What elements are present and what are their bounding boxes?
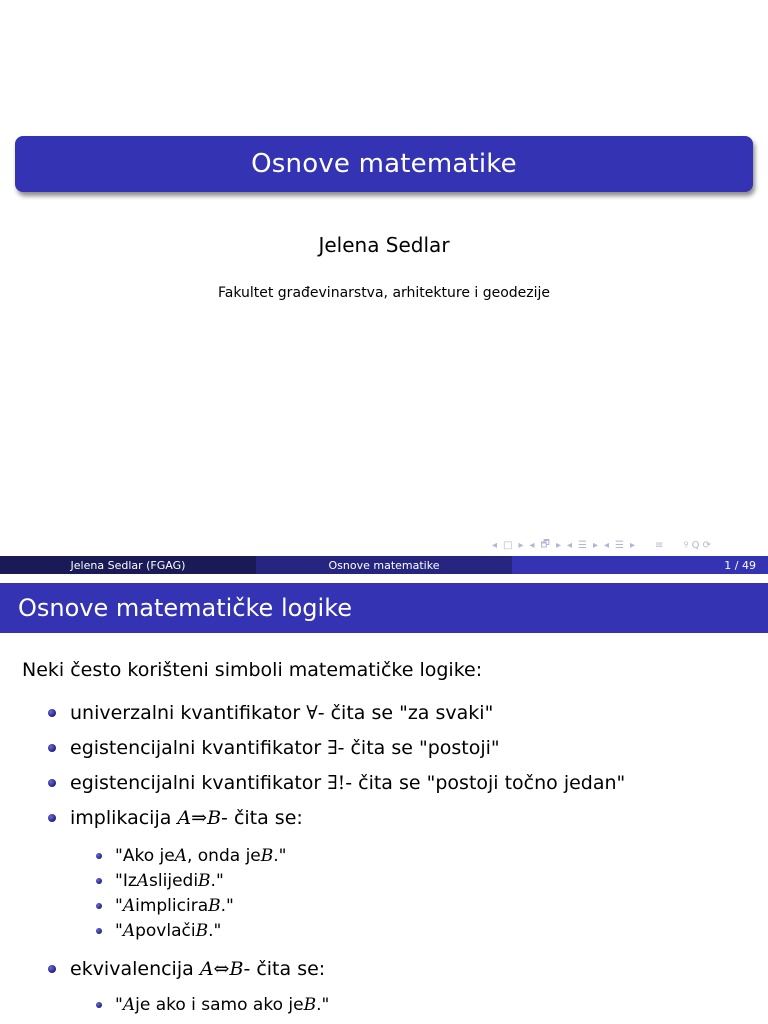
sub-item-text: ." [220,896,234,916]
subsection-prev-icon[interactable]: ◂ [529,539,535,551]
math-variable: B [208,896,221,916]
item-text: - čita se "za svaki" [317,702,494,724]
subsubsection-icon[interactable]: ☰ [615,539,624,551]
item-text: - čita se "postoji" [337,737,500,759]
sub-item-text: , onda je [186,846,261,866]
math-variable: B [303,995,317,1015]
sub-item-text: ." [273,846,287,866]
frame-next-icon[interactable]: ▸ [518,539,524,551]
sub-item-text: slijedi [149,871,199,891]
intro-text: Neki često korišteni simboli matematičke logike: [22,659,483,681]
sub-bullet-icon [96,1002,102,1008]
item-text: egistencijalni kvantifikator [70,737,322,759]
sub-item-text: ." [210,871,224,891]
sub-item-text: " [115,896,123,916]
list-item [48,737,500,759]
document-icon[interactable]: ≡ [655,539,664,551]
bullet-icon [48,779,56,787]
subsubsection-next-icon[interactable]: ▸ [630,539,636,551]
sub-bullet-icon [96,853,102,859]
subsubsection-prev-icon[interactable]: ◂ [604,539,610,551]
section-next-icon[interactable]: ▸ [592,539,598,551]
list-item [48,702,493,724]
math-variable: A [122,995,136,1015]
sub-list-item [96,995,329,1015]
item-text: implikacija [70,807,172,829]
sub-list-item [96,846,286,866]
sub-item-text: " [115,995,123,1015]
item-text: ekvivalencija [70,958,194,980]
exists-unique-symbol: ∃! [327,772,346,794]
sub-bullet-icon [96,928,102,934]
subsection-icon[interactable]: 🗗 [540,538,550,550]
frame-prev-icon[interactable]: ◂ [492,539,498,551]
math-variable: B [198,871,211,891]
sub-item-text: ." [316,995,330,1015]
sub-item-text: "Iz [115,871,137,891]
footer-page-number: 1 / 49 [512,556,768,574]
search-back-forward-icon[interactable]: ୨ Q ⟳ [683,539,712,551]
sub-item-text: implicira [135,896,209,916]
sub-list-item [96,921,221,941]
sub-item-text: je ako i samo ako je [135,995,304,1015]
footer-author: Jelena Sedlar (FGAG) [0,556,256,574]
footline [0,556,768,574]
item-text: univerzalni kvantifikator [70,702,301,724]
author-name: Jelena Sedlar [318,233,450,257]
sub-item-text: povlači [135,921,196,941]
presentation-title: Osnove matematike [251,149,517,179]
sub-item-text: "Ako je [115,846,175,866]
sub-item-text: ." [208,921,222,941]
math-variable: A [177,807,192,829]
institute-name: Fakultet građevinarstva, arhitekture i geodezije [217,285,551,301]
math-variable: B [260,846,274,866]
math-variable: B [207,807,222,829]
bullet-icon [48,965,56,973]
math-variable: A [122,921,136,941]
section-icon[interactable]: ☰ [578,539,587,551]
math-variable: A [122,896,136,916]
title-banner [15,136,753,192]
sub-bullet-icon [96,878,102,884]
math-variable: B [195,921,209,941]
frame-title-bar [0,583,768,633]
sub-bullet-icon [96,903,102,909]
footer-title: Osnove matematike [256,556,512,574]
navigation-bar [492,537,711,553]
item-text: - čita se: [243,958,326,980]
list-item [48,772,625,794]
section-prev-icon[interactable]: ◂ [566,539,572,551]
subsection-next-icon[interactable]: ▸ [555,539,561,551]
sub-list-item [96,871,224,891]
frame-title: Osnove matematičke logike [18,594,353,622]
iff-symbol: ⇔ [213,958,230,980]
exists-symbol: ∃ [327,737,338,759]
bullet-icon [48,814,56,822]
item-text: egistencijalni kvantifikator [70,772,322,794]
bullet-icon [48,709,56,717]
math-variable: A [174,846,187,866]
math-variable: B [229,958,244,980]
list-item [48,807,303,829]
list-item [48,958,325,980]
item-text: - čita se: [221,807,303,829]
sub-item-text: " [115,921,123,941]
math-variable: A [199,958,214,980]
implies-symbol: ⇒ [191,807,208,829]
forall-symbol: ∀ [306,702,318,724]
sub-list-item [96,896,234,916]
item-text: - čita se "postoji točno jedan" [345,772,626,794]
frame-icon[interactable]: □ [503,539,513,551]
bullet-icon [48,744,56,752]
math-variable: A [136,871,150,891]
